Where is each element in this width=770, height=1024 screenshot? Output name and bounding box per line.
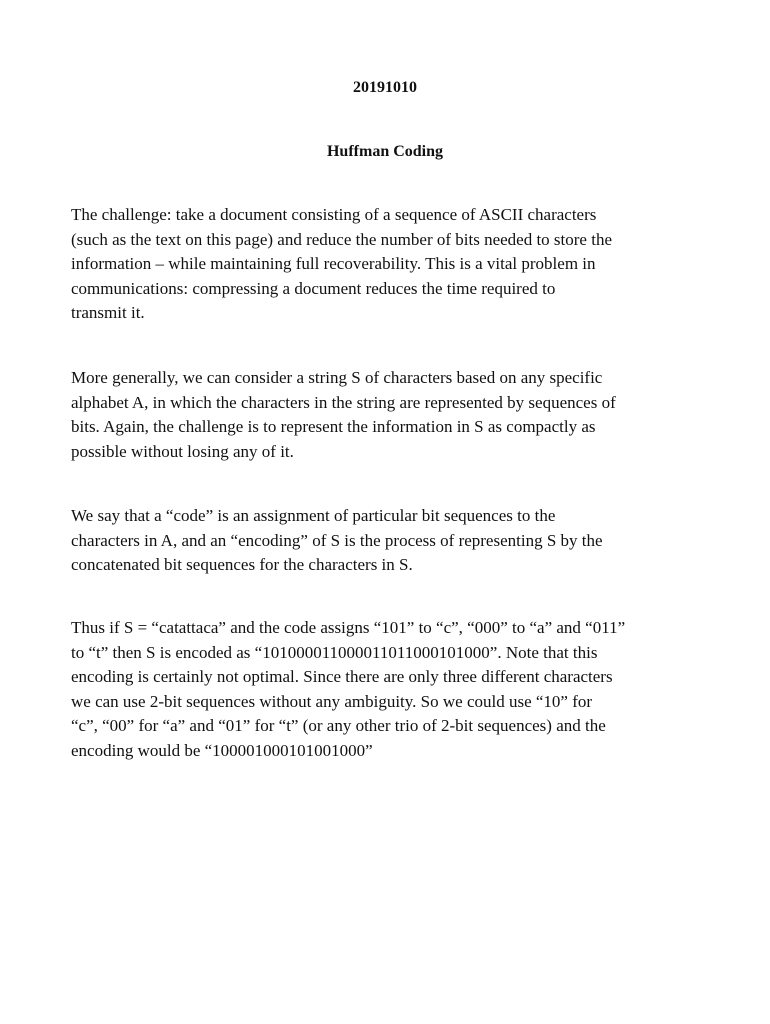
paragraph-challenge: The challenge: take a document consisting of a sequence of ASCII characters (such as the text on this page) and reduce the number of bits needed to store the information – while maintaining full recoverability. This is a vital problem in communications: compressing a document reduces the time required to transmit it. (71, 205, 612, 322)
document-title: Huffman Coding (326, 143, 444, 160)
paragraph-example: Thus if S = “catattaca” and the code assigns “101” to “c”, “000” to “a” and “011” to “t” then S is encoded as “101000011000011011000101000”. Note that this encoding is certainly not optimal. Since there are only three different characters we can use 2-bit sequences without any ambiguity. So we could use “10” for “c”, “00” for “a” and “01” for “t” (or any other trio of 2-bit sequences) and the encoding would be “100001000101001000” (71, 618, 626, 760)
document-date: 20191010 (353, 79, 417, 96)
paragraph-code-definition: We say that a “code” is an assignment of particular bit sequences to the characters in A, and an “encoding” of S is the process of representing S by the concatenated bit sequences for the characters in S. (71, 506, 603, 574)
paragraph-generalization: More generally, we can consider a string S of characters based on any specific alphabet A, in which the characters in the string are represented by sequences of bits. Again, the challenge is to represent the information in S as compactly as possible without losing any of it. (71, 368, 616, 461)
